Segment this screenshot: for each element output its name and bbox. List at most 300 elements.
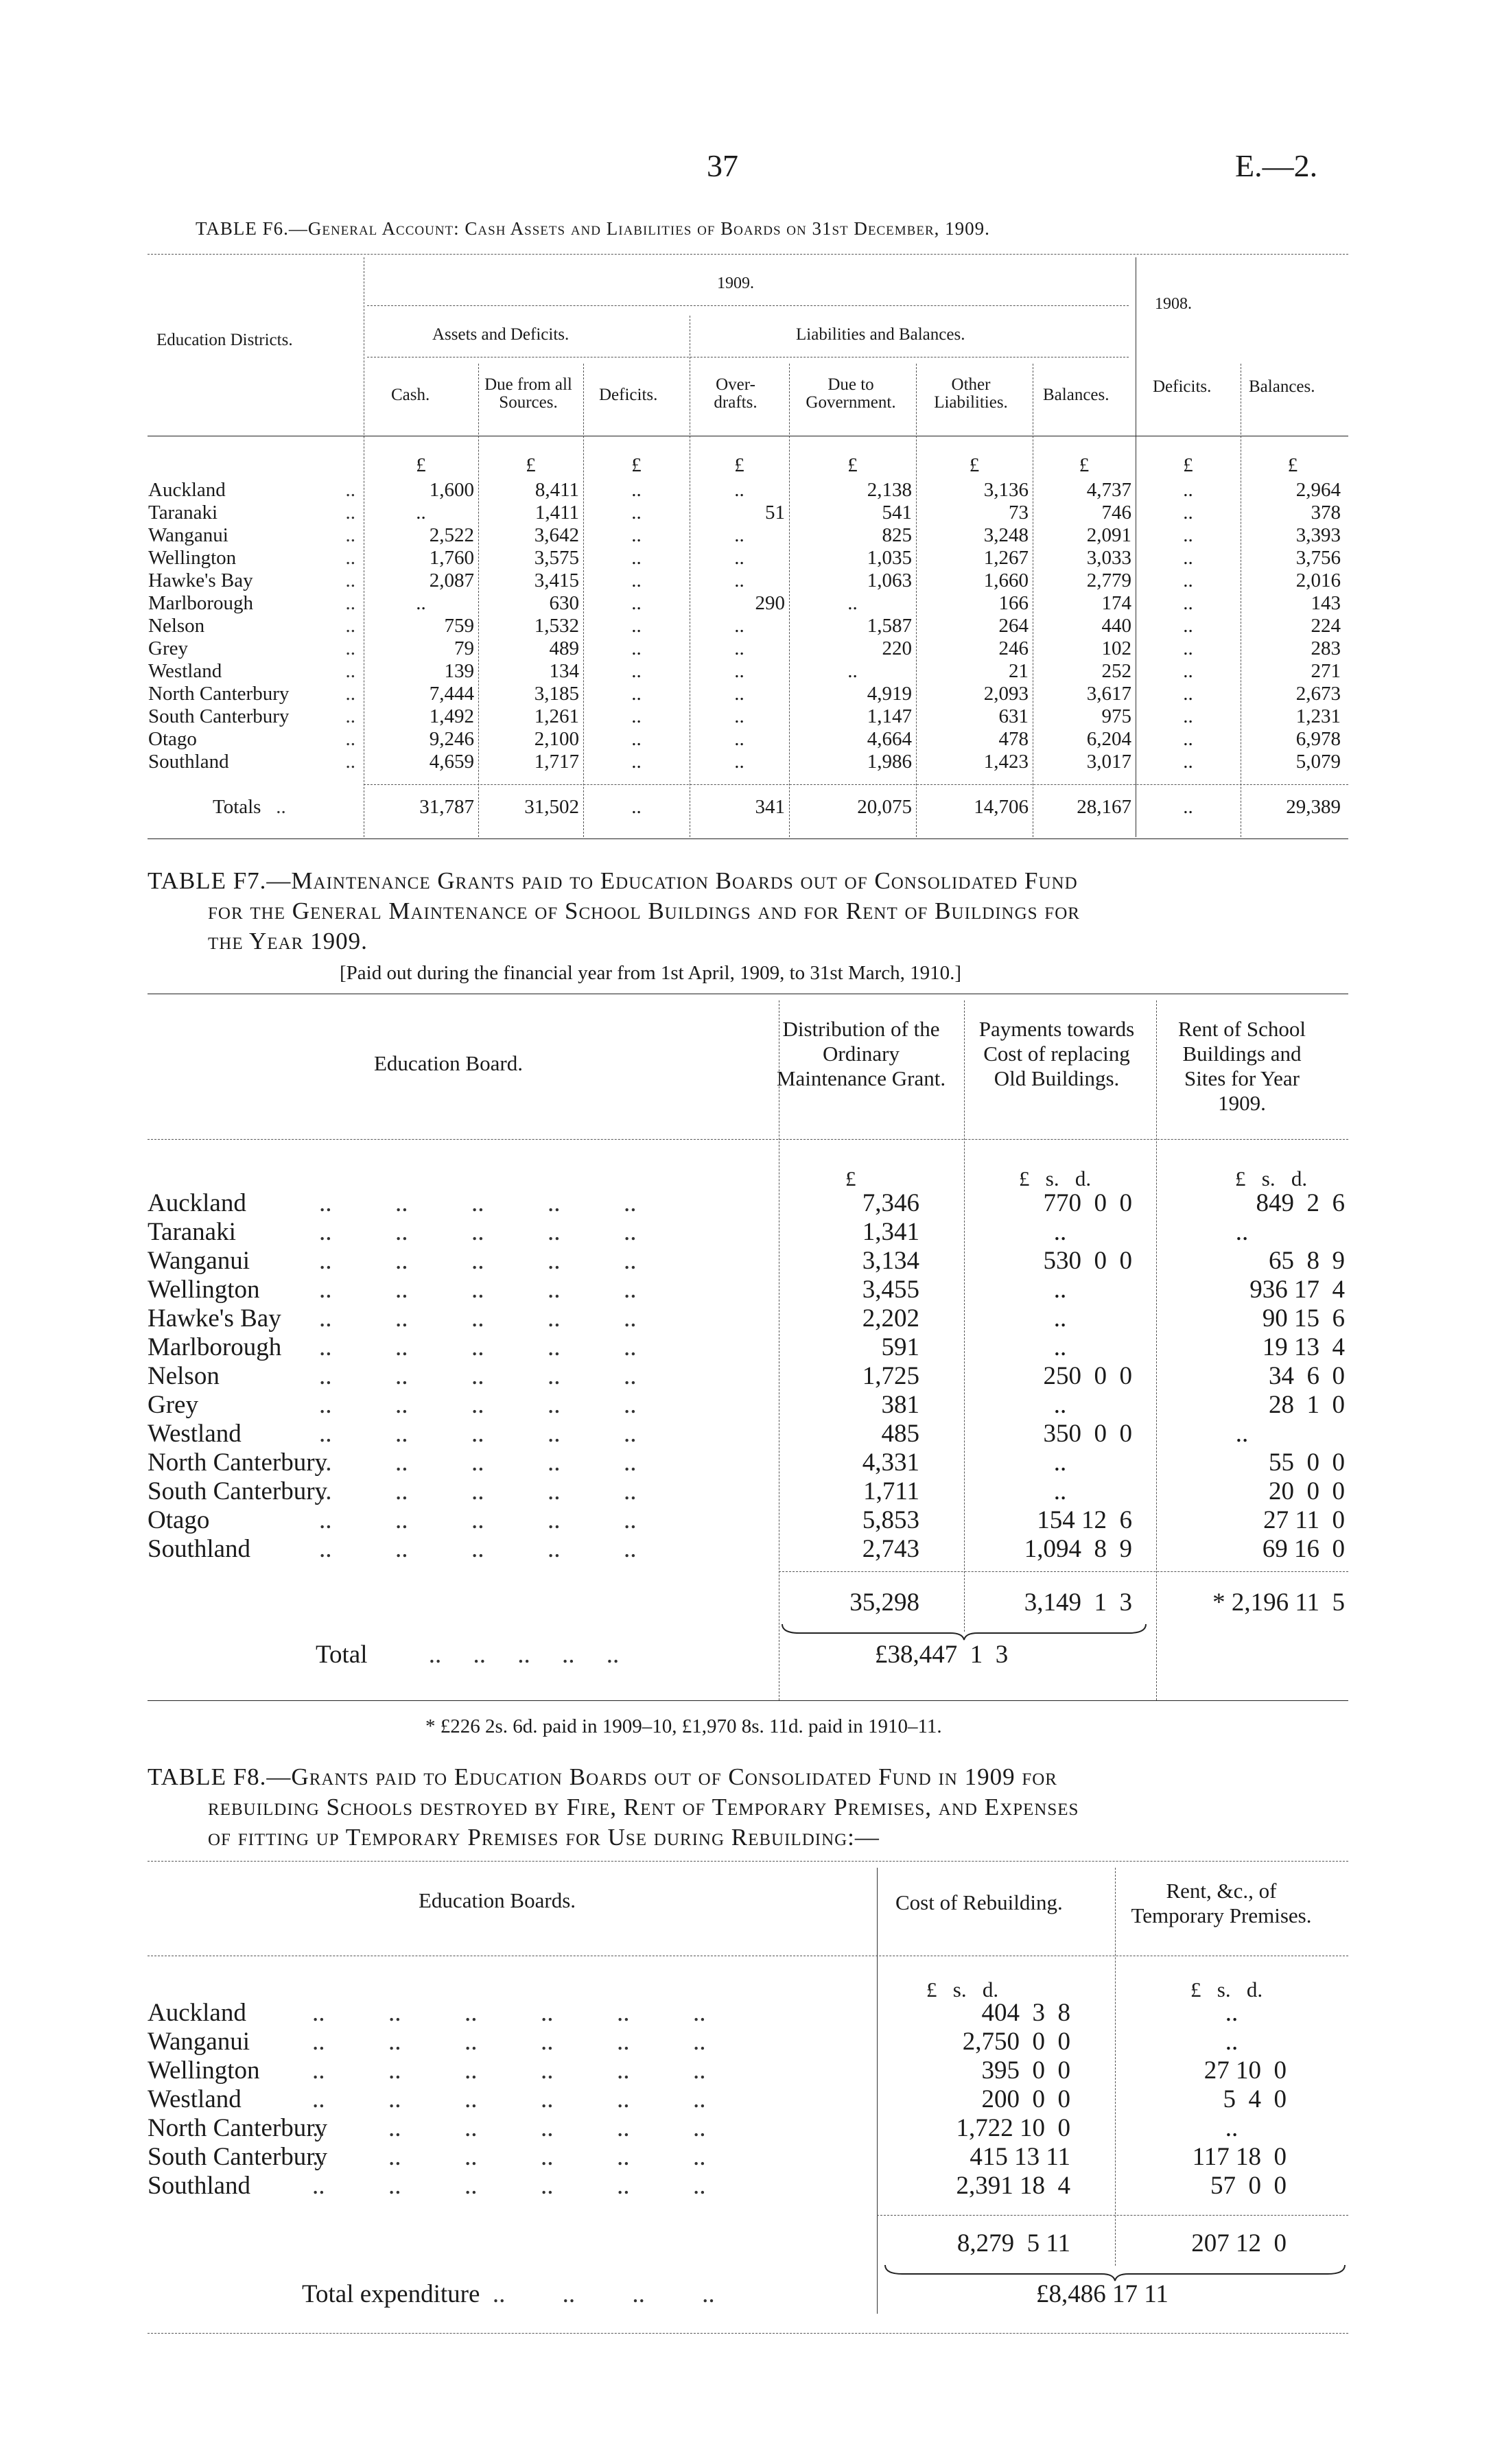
- f7-dist: 2,202: [862, 1304, 919, 1333]
- f7-col-rent: Rent of School Buildings and Sites for Year 1909.: [1178, 1017, 1306, 1115]
- f7-board-name: Taranaki: [148, 1218, 236, 1246]
- f7-brace: [779, 1621, 1149, 1641]
- f6-col-bal1908: Balances.: [1249, 377, 1315, 396]
- f7-payment: 350 0 0: [1043, 1420, 1132, 1448]
- f6-row: Wellington .. 1,760 3,575 .. .. 1,035 1,267 3,033 .. 3,756: [144, 547, 1345, 570]
- f6-cell-overdrafts: ..: [734, 683, 744, 705]
- f6-row: Nelson .. 759 1,532 .. .. 1,587 264 440 .. 224: [144, 615, 1345, 637]
- f6-cell-bal1908: 2,016: [1295, 570, 1341, 591]
- f7-payment: ..: [1053, 1304, 1067, 1333]
- f6-cell-due-gov: 1,986: [867, 751, 912, 773]
- f6-cell-other: 1,267: [983, 547, 1029, 569]
- f6-total-balances: 28,167: [1077, 795, 1131, 818]
- f6-district-name: Southland: [148, 751, 229, 773]
- f7-payment: ..: [1053, 1333, 1067, 1361]
- f6-cell-deficits: ..: [631, 479, 642, 501]
- f7-payment: 530 0 0: [1043, 1247, 1132, 1275]
- f6-cell-bal1908: 143: [1311, 592, 1341, 614]
- f6-cell-bal1908: 378: [1311, 502, 1341, 524]
- f6-cell-bal1908: 5,079: [1295, 751, 1341, 773]
- f7-title-line2: for the General Maintenance of School Buildings and for Rent of Buildings for: [208, 897, 1080, 924]
- f6-district-name: Taranaki: [148, 502, 218, 524]
- f7-subtotal-pay: 3,149 1 3: [1024, 1588, 1132, 1617]
- f6-cell-due-gov: 1,035: [867, 547, 912, 569]
- f6-row: South Canterbury .. 1,492 1,261 .. .. 1,147 631 975 .. 1,231: [144, 705, 1345, 728]
- f7-col-distribution: Distribution of the Ordinary Maintenance Grant.: [776, 1017, 946, 1090]
- f7-col-board: Education Board.: [374, 1051, 523, 1075]
- f8-row: Southland .. .. .. .. .. .. 2,391 18 4 57 0 0: [148, 2172, 1287, 2200]
- f6-row: Marlborough .. .. 630 .. 290 .. 166 174 .. 143: [144, 592, 1345, 615]
- f6-cell-bal1908: 224: [1311, 615, 1341, 637]
- f6-currency: £: [1079, 454, 1090, 476]
- f6-cell-def1908: ..: [1183, 728, 1193, 750]
- page-number: 37: [707, 148, 738, 183]
- f6-district-name: Wanganui: [148, 524, 228, 546]
- f6-cell-other: 3,136: [983, 479, 1029, 501]
- f6-cell-due-gov: 825: [882, 524, 912, 546]
- f6-col-cash: Cash.: [391, 386, 430, 404]
- f6-cell-deficits: ..: [631, 637, 642, 659]
- f6-row: Southland .. 4,659 1,717 .. .. 1,986 1,423 3,017 .. 5,079: [144, 751, 1345, 773]
- f6-cell-balances: 3,617: [1086, 683, 1131, 705]
- f8-total-label: Total expenditure: [302, 2280, 480, 2308]
- f8-units-rent: £ s. d.: [1190, 1978, 1263, 2002]
- f6-cell-due-from: 630: [549, 592, 579, 614]
- f6-cell-deficits: ..: [631, 592, 642, 614]
- f7-rent: 849 2 6: [1256, 1189, 1345, 1217]
- f6-cell-def1908: ..: [1183, 705, 1193, 727]
- f6-total-due-gov: 20,075: [857, 795, 912, 818]
- f7-board-name: South Canterbury: [148, 1477, 328, 1505]
- f6-district-name: Wellington: [148, 547, 237, 569]
- f7-payment: ..: [1053, 1276, 1067, 1304]
- f8-cost: 404 3 8: [981, 1999, 1070, 2027]
- f6-row: Westland .. 139 134 .. .. .. 21 252 .. 271: [144, 660, 1345, 683]
- f6-cell-balances: 4,737: [1086, 479, 1131, 501]
- f6-group-liabilities: Liabilities and Balances.: [796, 325, 965, 344]
- f8-col-boards: Education Boards.: [419, 1888, 576, 1912]
- f6-currency: £: [631, 454, 642, 476]
- f8-row: Wellington .. .. .. .. .. .. 395 0 0 27 10 0: [148, 2056, 1287, 2085]
- f6-cell-deficits: ..: [631, 660, 642, 682]
- f6-cell-due-gov: 4,664: [867, 728, 912, 750]
- f7-dist: 485: [881, 1420, 919, 1448]
- f6-totals-row: Totals .. 31,787 31,502 .. 341 20,075 14,706 28,167 .. 29,389: [144, 795, 1345, 819]
- f7-board-name: Otago: [148, 1506, 210, 1534]
- f6-row: Grey .. 79 489 .. .. 220 246 102 .. 283: [144, 637, 1345, 660]
- f6-cell-due-from: 3,642: [534, 524, 579, 546]
- f7-rent: 69 16 0: [1262, 1535, 1345, 1563]
- f6-currency: £: [1287, 454, 1298, 476]
- f6-col-due-gov: Due to Government.: [806, 375, 896, 412]
- f6-cell-balances: 174: [1101, 592, 1131, 614]
- f6-cell-due-from: 8,411: [535, 479, 579, 501]
- f6-cell-overdrafts: ..: [734, 479, 744, 501]
- f6-currency: £: [526, 454, 536, 476]
- f6-cell-due-gov: 220: [882, 637, 912, 659]
- f6-cell-overdrafts: 51: [765, 502, 785, 524]
- f6-total-due-from: 31,502: [524, 795, 579, 818]
- f6-cell-bal1908: 2,673: [1295, 683, 1341, 705]
- f6-cell-bal1908: 283: [1311, 637, 1341, 659]
- f6-cell-overdrafts: ..: [734, 547, 744, 569]
- f8-board-name: South Canterbury: [148, 2143, 328, 2171]
- f6-cell-cash: 1,492: [429, 705, 474, 727]
- f6-cell-overdrafts: 290: [755, 592, 785, 614]
- f6-cell-due-gov: ..: [847, 660, 858, 682]
- f7-subtitle: [Paid out during the financial year from 1st April, 1909, to 31st March, 1910.]: [340, 962, 962, 984]
- f6-cell-due-gov: 2,138: [867, 479, 912, 501]
- f6-cell-balances: 746: [1101, 502, 1131, 524]
- f6-col-overdrafts: Over-drafts.: [714, 375, 758, 412]
- f6-cell-cash: 2,087: [429, 570, 474, 591]
- f6-cell-deficits: ..: [631, 524, 642, 546]
- f7-payment: 154 12 6: [1037, 1506, 1132, 1534]
- f6-row: Auckland .. 1,600 8,411 .. .. 2,138 3,136 4,737 .. 2,964: [144, 479, 1345, 502]
- f7-board-name: Hawke's Bay: [148, 1304, 281, 1333]
- f8-cost: 2,391 18 4: [956, 2172, 1070, 2200]
- f6-currency: £: [969, 454, 980, 476]
- f6-cell-overdrafts: ..: [734, 751, 744, 773]
- f7-rent: 90 15 6: [1262, 1304, 1345, 1333]
- f6-group-assets: Assets and Deficits.: [432, 325, 570, 344]
- f8-rent: 117 18 0: [1192, 2143, 1287, 2171]
- f7-footnote: * £226 2s. 6d. paid in 1909–10, £1,970 8s. 11d. paid in 1910–11.: [425, 1715, 942, 1737]
- f6-cell-cash: 2,522: [429, 524, 474, 546]
- f7-row: Wellington .. .. .. .. .. 3,455 .. 936 17 4: [148, 1276, 1345, 1304]
- f6-cell-def1908: ..: [1183, 683, 1193, 705]
- f6-cell-deficits: ..: [631, 547, 642, 569]
- f6-cell-due-gov: 1,587: [867, 615, 912, 637]
- f6-cell-overdrafts: ..: [734, 637, 744, 659]
- f6-district-name: North Canterbury: [148, 683, 290, 705]
- f7-subtotal-rent: * 2,196 11 5: [1212, 1588, 1345, 1617]
- f6-cell-due-gov: 1,147: [867, 705, 912, 727]
- f6-cell-def1908: ..: [1183, 592, 1193, 614]
- f6-total-def1908: ..: [1183, 795, 1193, 818]
- f6-district-name: Grey: [148, 637, 188, 659]
- f7-payment: ..: [1053, 1218, 1067, 1246]
- f6-cell-bal1908: 271: [1311, 660, 1341, 682]
- f6-rows: [144, 479, 1345, 773]
- f8-subtotal-cost: 8,279 5 11: [956, 2229, 1070, 2257]
- f6-cell-def1908: ..: [1183, 751, 1193, 773]
- f8-row: Wanganui .. .. .. .. .. .. 2,750 0 0 ..: [148, 2027, 1348, 2056]
- f8-board-name: Southland: [148, 2172, 251, 2200]
- f6-total-overdrafts: 341: [755, 795, 785, 818]
- f6-row: Wanganui .. 2,522 3,642 .. .. 825 3,248 2,091 .. 3,393: [144, 524, 1345, 547]
- f8-col-cost: Cost of Rebuilding.: [895, 1890, 1063, 1914]
- f6-year-1908: 1908.: [1155, 295, 1192, 313]
- f6-cell-cash: 7,444: [429, 683, 474, 705]
- f7-row: North Canterbury .. .. .. .. .. 4,331 .. 55 0 0: [148, 1448, 1345, 1477]
- f7-board-name: North Canterbury: [148, 1448, 328, 1477]
- f6-cell-balances: 252: [1101, 660, 1131, 682]
- f6-cell-cash: ..: [416, 502, 426, 524]
- f8-row: Auckland .. .. .. .. .. .. 404 3 8 ..: [148, 1998, 1348, 2027]
- f6-totals-label: Totals: [213, 795, 261, 818]
- f6-cell-def1908: ..: [1183, 479, 1193, 501]
- f6-cell-balances: 3,033: [1086, 547, 1131, 569]
- f8-board-name: Wellington: [148, 2056, 260, 2085]
- f7-rent: 19 13 4: [1262, 1333, 1345, 1361]
- f7-payment: 1,094 8 9: [1024, 1535, 1132, 1563]
- f6-district-name: Otago: [148, 728, 197, 750]
- f8-rent: 57 0 0: [1210, 2172, 1287, 2200]
- f6-cell-balances: 2,779: [1086, 570, 1131, 591]
- f6-cell-other: 166: [998, 592, 1029, 614]
- f6-cell-deficits: ..: [631, 705, 642, 727]
- f8-subtotal-rent: 207 12 0: [1191, 2229, 1287, 2257]
- f7-row: Taranaki .. .. .. .. .. 1,341 .. ..: [148, 1217, 1348, 1246]
- f7-board-name: Auckland: [148, 1189, 246, 1217]
- f7-units-pay: £ s. d.: [1019, 1166, 1092, 1190]
- f7-row: South Canterbury .. .. .. .. .. 1,711 .. 20 0 0: [148, 1477, 1345, 1505]
- f6-cell-bal1908: 2,964: [1295, 479, 1341, 501]
- f6-body: [144, 453, 1345, 478]
- page-reference: E.—2.: [1235, 148, 1318, 183]
- f6-col-balances: Balances.: [1043, 386, 1110, 404]
- f6-cell-bal1908: 6,978: [1295, 728, 1341, 750]
- f8-cost: 2,750 0 0: [962, 2028, 1070, 2056]
- f7-subtotal-dist: 35,298: [849, 1588, 919, 1617]
- f6-district-name: Marlborough: [148, 592, 254, 614]
- f6-cell-due-from: 1,532: [534, 615, 579, 637]
- f6-cell-other: 73: [1009, 502, 1029, 524]
- f7-dist: 3,455: [862, 1276, 919, 1304]
- f7-rent: ..: [1235, 1420, 1249, 1448]
- f8-row: North Canterbury .. .. .. .. .. .. 1,722 10 0 ..: [148, 2113, 1348, 2142]
- f6-cell-overdrafts: ..: [734, 705, 744, 727]
- f7-row: Otago .. .. .. .. .. 5,853 154 12 6 27 11 0: [148, 1506, 1345, 1534]
- f6-cell-due-from: 3,415: [534, 570, 579, 591]
- f7-rent: ..: [1235, 1218, 1249, 1246]
- f6-year-1909: 1909.: [717, 274, 754, 292]
- f6-cell-def1908: ..: [1183, 637, 1193, 659]
- f6-cell-cash: 759: [444, 615, 474, 637]
- f7-total-label: Total: [316, 1641, 368, 1669]
- f7-payment: 250 0 0: [1043, 1362, 1132, 1390]
- f6-currency: £: [416, 454, 426, 476]
- f8-total-value: £8,486 17 11: [1036, 2280, 1169, 2308]
- f7-board-name: Grey: [148, 1391, 198, 1419]
- f6-cell-balances: 440: [1101, 615, 1131, 637]
- f6-cell-deficits: ..: [631, 683, 642, 705]
- f8-title-line1: TABLE F8.—Grants paid to Education Boards out of Consolidated Fund in 1909 for: [148, 1763, 1057, 1790]
- f6-cell-def1908: ..: [1183, 547, 1193, 569]
- f6-cell-other: 1,423: [983, 751, 1029, 773]
- f6-cell-cash: 4,659: [429, 751, 474, 773]
- f6-currency: £: [1183, 454, 1193, 476]
- f8-rent: ..: [1225, 2028, 1238, 2056]
- f6-cell-cash: 79: [454, 637, 474, 659]
- f8-title-line2: rebuilding Schools destroyed by Fire, Rent of Temporary Premises, and Expenses: [208, 1794, 1079, 1820]
- f8-col-rent: Rent, &c., of Temporary Premises.: [1131, 1879, 1312, 1927]
- f6-cell-due-gov: ..: [847, 592, 858, 614]
- f6-cell-balances: 2,091: [1086, 524, 1131, 546]
- f7-board-name: Wellington: [148, 1276, 260, 1304]
- f6-cell-balances: 975: [1101, 705, 1131, 727]
- f8-cost: 200 0 0: [981, 2085, 1070, 2113]
- f6-cell-cash: 139: [444, 660, 474, 682]
- f6-cell-bal1908: 1,231: [1295, 705, 1341, 727]
- f6-currency: £: [734, 454, 744, 476]
- f7-row: Southland .. .. .. .. .. 2,743 1,094 8 9 69 16 0: [148, 1535, 1345, 1563]
- f6-cell-due-gov: 1,063: [867, 570, 912, 591]
- f6-col-other-liab: Other Liabilities.: [934, 375, 1008, 412]
- f7-row: Marlborough .. .. .. .. .. 591 .. 19 13 4: [148, 1333, 1345, 1361]
- f6-district-name: South Canterbury: [148, 705, 290, 727]
- f8-cost: 415 13 11: [970, 2143, 1070, 2171]
- f7-dist: 5,853: [862, 1506, 919, 1534]
- f6-cell-balances: 6,204: [1086, 728, 1131, 750]
- f7-dist: 1,711: [863, 1477, 919, 1505]
- f6-cell-overdrafts: ..: [734, 615, 744, 637]
- f7-dist: 3,134: [862, 1247, 919, 1275]
- f7-units-dist: £: [845, 1166, 856, 1190]
- f7-dist: 591: [881, 1333, 919, 1361]
- f6-cell-def1908: ..: [1183, 615, 1193, 637]
- f6-cell-deficits: ..: [631, 502, 642, 524]
- f6-col-due-from: Due from all Sources.: [484, 375, 572, 412]
- f7-payment: ..: [1053, 1448, 1067, 1477]
- f8-rent: ..: [1225, 1999, 1238, 2027]
- f6-cell-cash: 1,760: [429, 547, 474, 569]
- f6-cell-cash: 1,600: [429, 479, 474, 501]
- f7-board-name: Southland: [148, 1535, 251, 1563]
- f7-col-payments: Payments towards Cost of replacing Old Buildings.: [978, 1017, 1135, 1090]
- f7-row: Nelson .. .. .. .. .. 1,725 250 0 0 34 6 0: [148, 1362, 1345, 1390]
- f6-cell-overdrafts: ..: [734, 728, 744, 750]
- f6-cell-deficits: ..: [631, 615, 642, 637]
- f8-cost: 395 0 0: [981, 2056, 1070, 2085]
- f8-title-line3: of fitting up Temporary Premises for Use during Rebuilding:—: [208, 1824, 880, 1851]
- table-f6-title: TABLE F6.—General Account: Cash Assets and Liabilities of Boards on 31st December, 1909.: [196, 218, 990, 239]
- f6-district-name: Westland: [148, 660, 222, 682]
- f7-dist: 381: [881, 1391, 919, 1419]
- f6-cell-balances: 102: [1101, 637, 1131, 659]
- f8-board-name: North Canterbury: [148, 2114, 328, 2142]
- f6-cell-deficits: ..: [631, 570, 642, 591]
- f6-total-other: 14,706: [974, 795, 1029, 818]
- f6-cell-overdrafts: ..: [734, 524, 744, 546]
- f7-board-name: Nelson: [148, 1362, 220, 1390]
- f6-cell-due-gov: 541: [882, 502, 912, 524]
- f6-cell-other: 246: [998, 637, 1029, 659]
- f7-title-line1: TABLE F7.—Maintenance Grants paid to Education Boards out of Consolidated Fund: [148, 867, 1078, 894]
- f6-district-name: Auckland: [148, 479, 226, 501]
- f7-dist: 2,743: [862, 1535, 919, 1563]
- f6-cell-other: 1,660: [983, 570, 1029, 591]
- f6-cell-other: 21: [1009, 660, 1029, 682]
- f7-rent: 28 1 0: [1269, 1391, 1345, 1419]
- f6-cell-overdrafts: ..: [734, 660, 744, 682]
- f6-col-def1908: Deficits.: [1153, 377, 1212, 396]
- f8-board-name: Westland: [148, 2085, 242, 2113]
- f6-row: Taranaki .. .. 1,411 .. 51 541 73 746 .. 378: [144, 502, 1345, 524]
- f8-board-name: Auckland: [148, 1999, 246, 2027]
- f7-payment: ..: [1053, 1477, 1067, 1505]
- f6-row: Otago .. 9,246 2,100 .. .. 4,664 478 6,204 .. 6,978: [144, 728, 1345, 751]
- f7-board-name: Marlborough: [148, 1333, 282, 1361]
- f7-rent: 27 11 0: [1263, 1506, 1345, 1534]
- f7-payment: 770 0 0: [1043, 1189, 1132, 1217]
- f6-cell-due-from: 1,717: [534, 751, 579, 773]
- f6-total-deficits: ..: [631, 795, 642, 818]
- f7-row: Hawke's Bay .. .. .. .. .. 2,202 .. 90 15 6: [148, 1304, 1345, 1333]
- f6-row: Hawke's Bay .. 2,087 3,415 .. .. 1,063 1,660 2,779 .. 2,016: [144, 570, 1345, 592]
- f6-currency: £: [847, 454, 858, 476]
- f7-rent: 20 0 0: [1269, 1477, 1345, 1505]
- f7-rent: 34 6 0: [1269, 1362, 1345, 1390]
- f6-cell-other: 478: [998, 728, 1029, 750]
- f6-cell-due-gov: 4,919: [867, 683, 912, 705]
- f7-total-value: £38,447 1 3: [875, 1641, 1009, 1669]
- f6-cell-deficits: ..: [631, 728, 642, 750]
- f7-dist: 1,725: [862, 1362, 919, 1390]
- f6-cell-def1908: ..: [1183, 524, 1193, 546]
- f6-col-deficits: Deficits.: [599, 386, 658, 404]
- f6-cell-other: 3,248: [983, 524, 1029, 546]
- f6-cell-overdrafts: ..: [734, 570, 744, 591]
- f6-total-bal1908: 29,389: [1286, 795, 1341, 818]
- f7-row: Westland .. .. .. .. .. 485 350 0 0 ..: [148, 1419, 1348, 1448]
- f6-cell-def1908: ..: [1183, 570, 1193, 591]
- f6-cell-other: 264: [998, 615, 1029, 637]
- f6-cell-due-from: 1,261: [534, 705, 579, 727]
- f7-row: Auckland .. .. .. .. .. 7,346 770 0 0 849 2 6: [148, 1189, 1345, 1217]
- f7-title-line3: the Year 1909.: [208, 928, 368, 954]
- f6-col-education-districts: Education Districts.: [156, 331, 293, 349]
- f6-cell-def1908: ..: [1183, 502, 1193, 524]
- f6-district-name: Hawke's Bay: [148, 570, 253, 591]
- f7-rent: 55 0 0: [1269, 1448, 1345, 1477]
- f6-cell-due-from: 489: [549, 637, 579, 659]
- f7-units-rent: £ s. d.: [1235, 1166, 1308, 1190]
- f8-units-cost: £ s. d.: [926, 1978, 999, 2002]
- f6-cell-cash: ..: [416, 592, 426, 614]
- f6-district-name: Nelson: [148, 615, 205, 637]
- f6-cell-due-from: 1,411: [535, 502, 579, 524]
- f8-rent: 27 10 0: [1204, 2056, 1287, 2085]
- f6-cell-bal1908: 3,756: [1295, 547, 1341, 569]
- f7-row: Wanganui .. .. .. .. .. 3,134 530 0 0 65 8 9: [148, 1247, 1345, 1275]
- f6-cell-other: 2,093: [983, 683, 1029, 705]
- f6-cell-deficits: ..: [631, 751, 642, 773]
- f7-board-name: Westland: [148, 1420, 242, 1448]
- f8-rent: ..: [1225, 2114, 1238, 2142]
- f7-row: Grey .. .. .. .. .. 381 .. 28 1 0: [148, 1391, 1345, 1419]
- f8-board-name: Wanganui: [148, 2028, 250, 2056]
- f7-dist: 7,346: [862, 1189, 919, 1217]
- f8-rent: 5 4 0: [1223, 2085, 1287, 2113]
- f7-rent: 936 17 4: [1249, 1276, 1345, 1304]
- f6-cell-def1908: ..: [1183, 660, 1193, 682]
- f8-row: South Canterbury .. .. .. .. .. .. 415 13 11 117 18 0: [148, 2143, 1287, 2171]
- f6-cell-due-from: 134: [549, 660, 579, 682]
- f8-row: Westland .. .. .. .. .. .. 200 0 0 5 4 0: [148, 2085, 1287, 2113]
- f7-dist: 1,341: [862, 1218, 919, 1246]
- f6-cell-other: 631: [998, 705, 1029, 727]
- f6-row: North Canterbury .. 7,444 3,185 .. .. 4,919 2,093 3,617 .. 2,673: [144, 683, 1345, 705]
- f6-cell-due-from: 2,100: [534, 728, 579, 750]
- f6-cell-balances: 3,017: [1086, 751, 1131, 773]
- f7-payment: ..: [1053, 1391, 1067, 1419]
- f6-cell-due-from: 3,575: [534, 547, 579, 569]
- f7-board-name: Wanganui: [148, 1247, 250, 1275]
- f8-cost: 1,722 10 0: [956, 2114, 1070, 2142]
- f6-cell-cash: 9,246: [429, 728, 474, 750]
